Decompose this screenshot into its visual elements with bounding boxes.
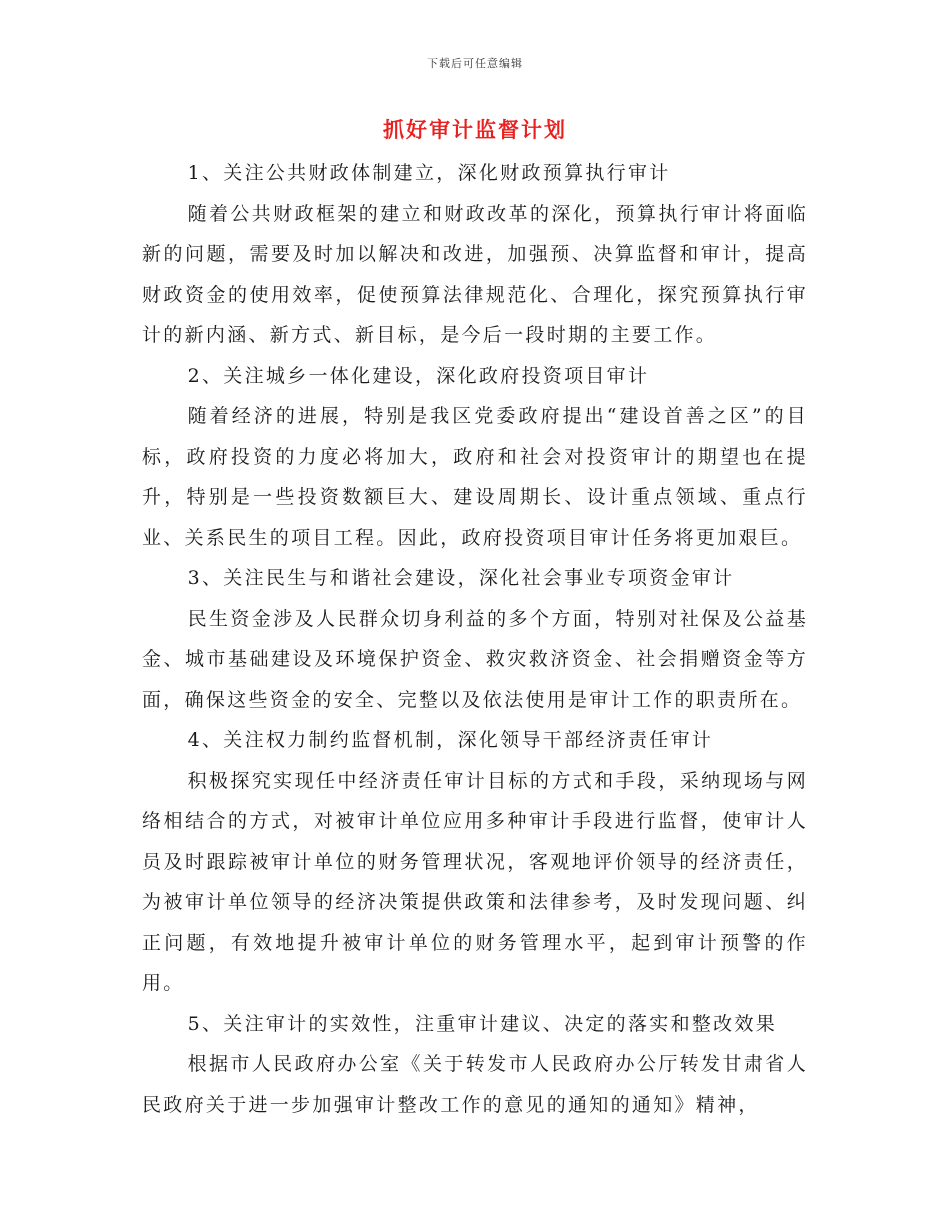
section-heading-5: 5、关注审计的实效性，注重审计建议、决定的落实和整改效果 [187,1012,778,1035]
document-title: 抓好审计监督计划 [383,118,567,142]
body-paragraph-1: 随着公共财政框架的建立和财政改革的深化，预算执行审计将面临新的问题，需要及时加以解决和改进，加强预、决算监督和审计，提高财政资金的使用效率，促使预算法律规范化、合理化，探究预算执行审计的新内涵、新方式、新目标，是今后一段时期的主要工作。 [142,202,808,346]
section-heading-3: 3、关注民生与和谐社会建设，深化社会事业专项资金审计 [187,567,735,589]
body-paragraph-5: 根据市人民政府办公室《关于转发市人民政府办公厅转发甘肃省人民政府关于进一步加强审计整改工作的意见的通知的通知》精神， [142,1053,808,1116]
section-heading-4: 4、关注权力制约监督机制，深化领导干部经济责任审计 [187,729,714,751]
section-heading-1: 1、关注公共财政体制建立，深化财政预算执行审计 [187,162,671,184]
document-body [142,153,808,1125]
body-paragraph-4: 积极探究实现任中经济责任审计目标的方式和手段，采纳现场与网络相结合的方式，对被审计单位应用多种审计手段进行监督，使审计人员及时跟踪被审计单位的财务管理状况，客观地评价领导的经济责任，为被审计单位领导的经济决策提供政策和法律参考，及时发现问题、纠正问题，有效地提升被审计单位的财务管理水平，起到审计预警的作用。 [142,769,808,994]
body-paragraph-2: 随着经济的进展，特别是我区党委政府提出“建设首善之区”的目标，政府投资的力度必将加大，政府和社会对投资审计的期望也在提升，特别是一些投资数额巨大、建设周期长、设计重点领域、重点行业、关系民生的项目工程。因此，政府投资项目审计任务将更加艰巨。 [142,405,808,549]
body-paragraph-3: 民生资金涉及人民群众切身利益的多个方面，特别对社保及公益基金、城市基础建设及环境保护资金、救灾救济资金、社会捐赠资金等方面，确保这些资金的安全、完整以及依法使用是审计工作的职责所在。 [142,607,808,711]
header-note: 下载后可任意编辑 [427,57,523,70]
section-heading-2: 2、关注城乡一体化建设，深化政府投资项目审计 [187,364,650,387]
